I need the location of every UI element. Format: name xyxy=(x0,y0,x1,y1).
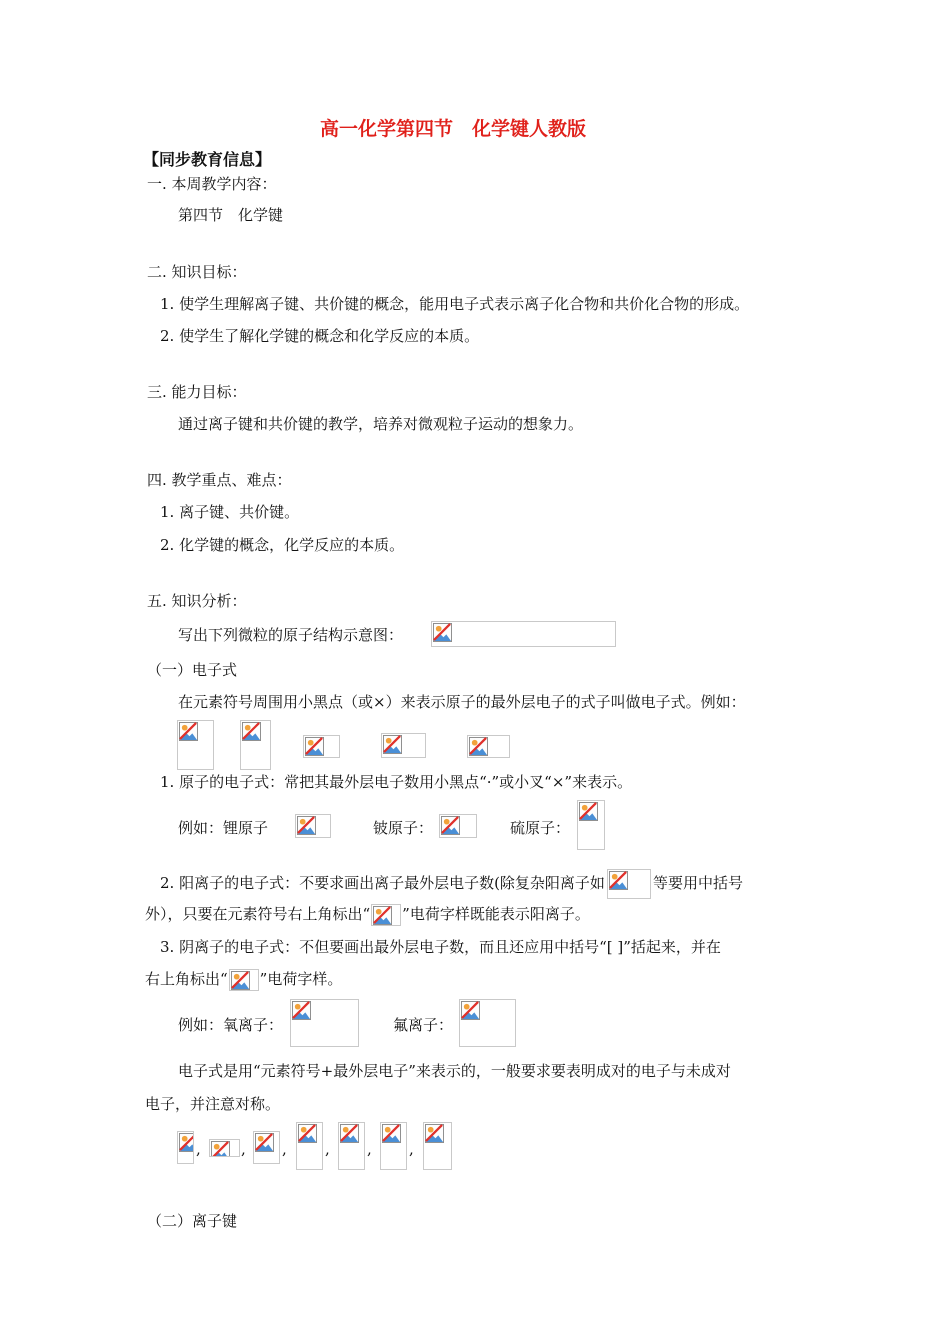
separator-comma: , xyxy=(325,1140,330,1158)
symmetric-formula-image xyxy=(338,1122,365,1170)
broken-image-icon xyxy=(292,1001,311,1020)
anion-rule-text-2: ”电荷字样。 xyxy=(259,970,343,988)
broken-image-icon xyxy=(433,623,452,642)
atomic-structure-image xyxy=(431,621,616,647)
separator-comma: , xyxy=(196,1140,201,1158)
atom-example-lithium-label: 例如：锂原子 xyxy=(178,819,269,837)
cation-rule-text-bracket: 等要用中括号 xyxy=(652,874,743,892)
broken-image-icon xyxy=(373,906,392,925)
subsection-ionic-bond-heading: （二）离子键 xyxy=(147,1212,238,1230)
summary-line-2: 电子，并注意对称。 xyxy=(145,1095,281,1113)
electron-formula-example-image xyxy=(177,720,214,770)
broken-image-icon xyxy=(298,1124,317,1143)
section-1-heading: 一. 本周教学内容： xyxy=(147,175,277,193)
cation-rule-line-2 xyxy=(145,904,590,926)
symmetric-formula-image xyxy=(380,1122,407,1170)
broken-image-icon xyxy=(469,737,488,756)
broken-image-icon xyxy=(211,1141,230,1157)
sulfur-electron-formula-image xyxy=(577,800,605,850)
broken-image-icon xyxy=(441,816,460,835)
broken-image-icon xyxy=(255,1133,274,1152)
beryllium-electron-formula-image xyxy=(439,814,477,838)
symmetric-formula-image xyxy=(423,1122,452,1170)
section-3-content: 通过离子键和共价键的教学，培养对微观粒子运动的想象力。 xyxy=(178,415,584,433)
section-5-heading: 五. 知识分析： xyxy=(147,592,247,610)
electron-formula-example-image xyxy=(303,735,340,758)
section-1-content: 第四节 化学键 xyxy=(178,206,284,224)
broken-image-icon xyxy=(242,722,261,741)
cation-rule-text-3: ”电荷字样既能表示阳离子。 xyxy=(402,905,590,923)
section-header: 【同步教育信息】 xyxy=(143,150,272,169)
cation-rule-text: 2. 阳离子的电子式：不要求画出离子最外层电子数(除复杂阳离子如 xyxy=(160,874,605,892)
symmetric-formula-image xyxy=(296,1122,323,1170)
section-4-heading: 四. 教学重点、难点： xyxy=(147,471,292,489)
anion-example-oxygen-label: 例如：氧离子： xyxy=(178,1016,284,1034)
objective-item-2: 2. 使学生了解化学键的概念和化学反应的本质。 xyxy=(160,327,480,345)
anion-rule-line-2 xyxy=(145,969,342,991)
cation-rule-text-2: 外），只要在元素符号右上角标出“ xyxy=(145,905,371,923)
subsection-electron-formula-heading: （一）电子式 xyxy=(147,661,238,679)
broken-image-icon xyxy=(231,971,250,990)
lithium-electron-formula-image xyxy=(295,814,331,838)
broken-image-icon xyxy=(340,1124,359,1143)
cation-charge-image xyxy=(371,904,401,926)
broken-image-icon xyxy=(179,1133,194,1152)
structure-diagram-intro: 写出下列微粒的原子结构示意图： xyxy=(178,626,404,644)
broken-image-icon xyxy=(579,802,598,821)
oxide-ion-electron-formula-image xyxy=(290,999,359,1047)
symmetric-formula-image xyxy=(253,1131,280,1164)
keypoint-item-1: 1. 离子键、共价键。 xyxy=(160,503,300,521)
broken-image-icon xyxy=(382,1124,401,1143)
atom-electron-formula-rule: 1. 原子的电子式：常把其最外层电子数用小黑点“·”或小叉“×”来表示。 xyxy=(160,773,633,791)
electron-formula-example-image xyxy=(381,733,426,758)
broken-image-icon xyxy=(425,1124,444,1143)
fluoride-ion-electron-formula-image xyxy=(459,999,516,1047)
electron-formula-example-image xyxy=(240,720,271,770)
anion-rule-line-1: 3. 阴离子的电子式：不但要画出最外层电子数，而且还应用中括号“[ ]”括起来，并在 xyxy=(160,938,721,956)
section-3-heading: 三. 能力目标： xyxy=(147,383,247,401)
separator-comma: , xyxy=(367,1140,372,1158)
objective-item-1: 1. 使学生理解离子键、共价键的概念，能用电子式表示离子化合物和共价化合物的形成。 xyxy=(160,295,750,313)
broken-image-icon xyxy=(461,1001,480,1020)
symmetric-formula-image xyxy=(209,1139,240,1157)
atom-example-sulfur-label: 硫原子： xyxy=(510,819,571,837)
symmetric-formula-image xyxy=(177,1131,194,1164)
separator-comma: , xyxy=(409,1140,414,1158)
anion-example-fluorine-label: 氟离子： xyxy=(393,1016,454,1034)
broken-image-icon xyxy=(297,816,316,835)
anion-rule-text: 右上角标出“ xyxy=(145,970,228,988)
broken-image-icon xyxy=(383,735,402,754)
broken-image-icon xyxy=(609,871,628,890)
page-title: 高一化学第四节 化学键人教版 xyxy=(320,118,587,140)
separator-comma: , xyxy=(282,1140,287,1158)
summary-line-1: 电子式是用“元素符号+最外层电子”来表示的，一般要求要表明成对的电子与未成对 xyxy=(178,1062,731,1080)
keypoint-item-2: 2. 化学键的概念，化学反应的本质。 xyxy=(160,536,405,554)
cation-rule-line-1 xyxy=(160,869,743,899)
anion-charge-image xyxy=(229,969,259,991)
separator-comma: , xyxy=(241,1140,246,1158)
atom-example-beryllium-label: 铍原子： xyxy=(373,819,434,837)
electron-formula-definition: 在元素符号周围用小黑点（或×）来表示原子的最外层电子的式子叫做电子式。例如： xyxy=(178,693,746,711)
broken-image-icon xyxy=(305,737,324,756)
broken-image-icon xyxy=(179,722,198,741)
electron-formula-example-image xyxy=(467,735,510,758)
section-2-heading: 二. 知识目标： xyxy=(147,263,247,281)
complex-cation-image xyxy=(607,869,651,899)
